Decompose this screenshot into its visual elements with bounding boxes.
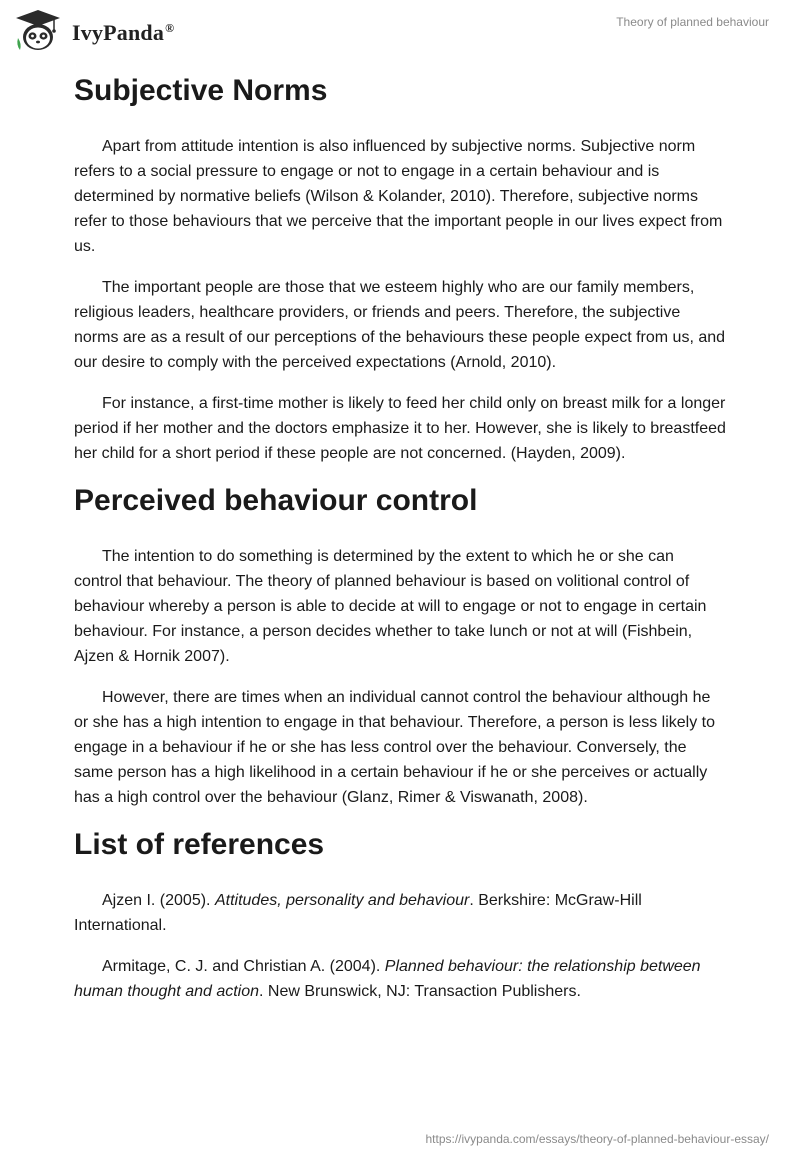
section-heading-perceived-behaviour-control: Perceived behaviour control [74,484,478,517]
section-heading-subjective-norms: Subjective Norms [74,74,328,107]
paragraph: The important people are those that we esteem highly who are our family members, religious leaders, healthcare providers, or friends and peers. Therefore, the subjective norms are as a result of our perceptions of the behaviours these people expect from us, and our desire to comply with the perceived expectations (Arnold, 2010). [74,279,726,371]
brand-name: IvyPanda® [72,20,175,45]
reference-item: Armitage, C. J. and Christian A. (2004). Planned behaviour: the relationship between human thought and action. New Brunswick, NJ: Transaction Publishers. [74,958,701,1000]
panda-logo-icon [14,8,62,54]
reference-item: Ajzen I. (2005). Attitudes, personality and behaviour. Berkshire: McGraw-Hill International. [74,892,642,934]
document-title: Theory of planned behaviour [616,15,769,29]
paragraph: The intention to do something is determined by the extent to which he or she can control that behaviour. The theory of planned behaviour is based on volitional control of behaviour whereby a person is able to decide at will to engage or not to engage in certain behaviour. For instance, a person decides whether to take lunch or not at will (Fishbein, Ajzen & Hornik 2007). [74,548,707,665]
page-header [0,0,800,62]
paragraph: However, there are times when an individual cannot control the behaviour although he or she has a high intention to engage in that behaviour. Therefore, a person is less likely to engage in a behaviour if he or she has less control over the behaviour. Conversely, the same person has a high likelihood in a certain behaviour if he or she perceives or actually has a high control over the behaviour (Glanz, Rimer & Viswanath, 2008). [74,689,715,806]
essay-content [74,72,726,1004]
source-url[interactable]: https://ivypanda.com/essays/theory-of-planned-behaviour-essay/ [425,1132,769,1146]
paragraph: For instance, a first-time mother is likely to feed her child only on breast milk for a longer period if her mother and the doctors emphasize it to her. However, she is likely to breastfeed her child for a short period if these people are not concerned. (Hayden, 2009). [74,395,726,462]
ivypanda-logo[interactable] [14,8,174,54]
paragraph: Apart from attitude intention is also influenced by subjective norms. Subjective norm refers to a social pressure to engage or not to engage in a certain behaviour and is determined by normative beliefs (Wilson & Kolander, 2010). Therefore, subjective norms refer to those behaviours that we perceive that the important people in our lives expect from us. [74,138,723,255]
section-heading-references: List of references [74,828,325,861]
